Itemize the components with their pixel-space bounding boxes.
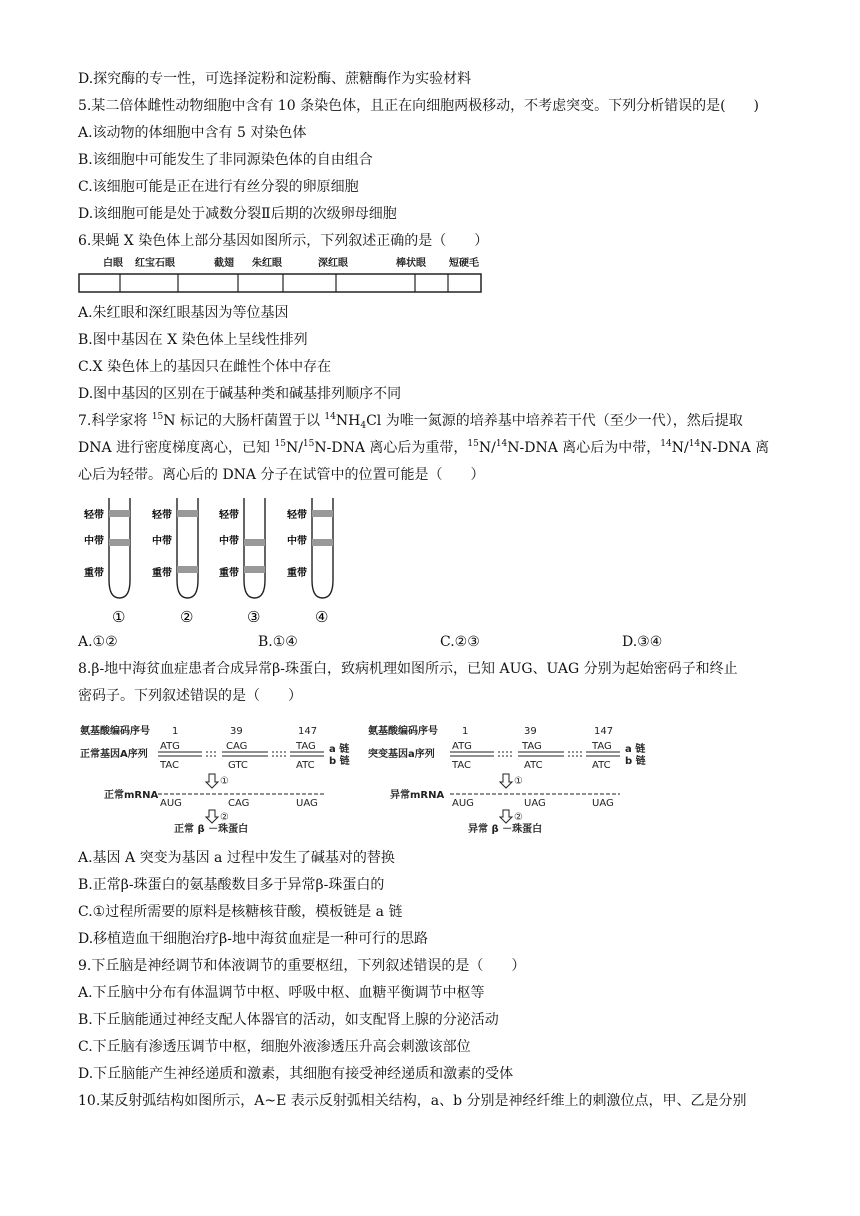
- normal-step1-label: ①: [220, 776, 229, 787]
- tube-2: [151, 498, 198, 598]
- mutant-step2-label: ②: [514, 812, 523, 823]
- q9-option-b: B.下丘脑能通过神经支配人体器官的活动，如支配肾上腺的分泌活动: [78, 1012, 499, 1028]
- mutant-a-chain-label: a 链: [625, 744, 646, 755]
- normal-aa-seq-label: 氨基酸编码序号: [80, 726, 150, 737]
- chromosome-bar: [79, 274, 481, 292]
- tube2-mid-label: 中带: [152, 536, 172, 547]
- q8-option-d: D.移植造血干细胞治疗β-地中海贫血症是一种可行的思路: [78, 931, 428, 947]
- mutant-gene-label: 突变基因a序列: [368, 749, 435, 760]
- q6-stem: 6.果蝇 X 染色体上部分基因如图所示，下列叙述正确的是（ ）: [78, 233, 489, 249]
- q8-stem-line1: 8.β-地中海贫血症患者合成异常β-珠蛋白，致病机理如图所示，已知 AUG、UAG 分别为起始密码子和终止: [78, 661, 738, 677]
- tube-number-2: ②: [180, 608, 194, 626]
- mutant-step1-label: ①: [514, 776, 523, 787]
- tube-number-3: ③: [247, 608, 261, 626]
- q5-option-d: D.该细胞可能是处于减数分裂Ⅱ后期的次级卵母细胞: [78, 206, 397, 222]
- normal-b-chain-label: b 链: [329, 756, 350, 767]
- gene-label-vermilion-eye: 朱红眼: [252, 258, 282, 269]
- normal-num-1: 1: [172, 726, 179, 737]
- q4-option-d: D.探究酶的专一性，可选择淀粉和淀粉酶、蔗糖酶作为实验材料: [78, 71, 472, 87]
- q7-stem-line2: DNA 进行密度梯度离心，已知 $^{15}$N/$^{15}$N-DNA 离心后为重带，$^{15}$N/$^{14}$N-DNA 离心后为中带，$^{14}$N/$^{14}$N-DNA 离: [78, 439, 770, 456]
- q7-option-a: A.①②: [78, 634, 118, 650]
- q7-option-c: C.②③: [440, 634, 480, 650]
- beta-globin-mutation-figure: [78, 720, 658, 835]
- mutant-bot-codon-39: ATC: [524, 760, 543, 771]
- q5-option-b: B.该细胞中可能发生了非同源染色体的自由组合: [78, 152, 373, 168]
- tube-1: [83, 498, 130, 598]
- centrifuge-tubes-figure: [78, 492, 348, 628]
- q8-option-c: C.①过程所需要的原料是核糖核苷酸，模板链是 a 链: [78, 904, 403, 920]
- mutant-top-codon-39: TAG: [522, 741, 542, 752]
- q8-option-a: A.基因 A 突变为基因 a 过程中发生了碱基对的替换: [78, 850, 395, 866]
- mutant-top-codon-147: TAG: [592, 741, 612, 752]
- mutant-top-codon-1: ATG: [452, 741, 472, 752]
- abnormal-protein-label: 异常 β －珠蛋白: [468, 824, 543, 835]
- q6-option-c: C.X 染色体上的基因只在雌性个体中存在: [78, 359, 332, 375]
- mutant-panel: [368, 724, 646, 835]
- q10-stem: 10.某反射弧结构如图所示，A~E 表示反射弧相关结构，a、b 分别是神经纤维上的刺激位点，甲、乙是分别: [78, 1093, 747, 1109]
- down-arrow-icon: [500, 810, 512, 823]
- gene-label-carmine-eye: 深红眼: [318, 258, 348, 269]
- q6-option-d: D.图中基因的区别在于碱基种类和碱基排列顺序不同: [78, 386, 402, 402]
- q9-option-a: A.下丘脑中分布有体温调节中枢、呼吸中枢、血糖平衡调节中枢等: [78, 985, 485, 1001]
- gene-label-white-eye: 白眼: [103, 258, 123, 269]
- tube1-mid-label: 中带: [84, 536, 104, 547]
- abnormal-mrna-codon-147: UAG: [592, 798, 614, 809]
- normal-bot-codon-39: GTC: [228, 760, 248, 771]
- normal-a-chain-label: a 链: [329, 744, 350, 755]
- tube1-light-label: 轻带: [84, 510, 104, 521]
- down-arrow-icon: [500, 774, 512, 788]
- gene-label-ruby-eye: 红宝石眼: [135, 258, 175, 269]
- mutant-aa-seq-label: 氨基酸编码序号: [368, 726, 438, 737]
- normal-top-codon-147: TAG: [296, 741, 316, 752]
- normal-mrna-codon-1: AUG: [160, 798, 182, 809]
- normal-bot-codon-147: ATC: [296, 760, 315, 771]
- mutant-bot-codon-1: TAC: [452, 760, 471, 771]
- tube-number-1: ①: [112, 608, 126, 626]
- normal-panel: [80, 724, 350, 835]
- q5-stem: 5.某二倍体雌性动物细胞中含有 10 条染色体，且正在向细胞两极移动，不考虑突变。下列分析错误的是( ): [78, 98, 759, 114]
- normal-bot-codon-1: TAC: [160, 760, 179, 771]
- tube3-light-label: 轻带: [219, 510, 239, 521]
- down-arrow-icon: [206, 810, 218, 823]
- mutant-b-chain-label: b 链: [625, 756, 646, 767]
- normal-mrna-label: 正常mRNA: [104, 790, 159, 801]
- q6-option-b: B.图中基因在 X 染色体上呈线性排列: [78, 332, 308, 348]
- q8-stem-line2: 密码子。下列叙述错误的是（ ）: [78, 688, 302, 704]
- mutant-num-39: 39: [524, 726, 537, 737]
- abnormal-mrna-codon-1: AUG: [452, 798, 474, 809]
- normal-top-codon-39: CAG: [226, 741, 248, 752]
- tube2-light-label: 轻带: [152, 510, 172, 521]
- x-chromosome-gene-map: [78, 254, 488, 296]
- q8-option-b: B.正常β-珠蛋白的氨基酸数目多于异常β-珠蛋白的: [78, 877, 385, 893]
- tube4-mid-label: 中带: [287, 536, 307, 547]
- q7-option-b: B.①④: [258, 634, 298, 650]
- normal-num-147: 147: [298, 726, 318, 737]
- q9-option-d: D.下丘脑能产生神经递质和激素，其细胞有接受神经递质和激素的受体: [78, 1066, 514, 1082]
- down-arrow-icon: [206, 774, 218, 788]
- normal-step2-label: ②: [220, 812, 229, 823]
- gene-label-bar-eye: 棒状眼: [396, 258, 426, 269]
- q9-option-c: C.下丘脑有渗透压调节中枢，细胞外液渗透压升高会刺激该部位: [78, 1039, 471, 1055]
- q6-option-a: A.朱红眼和深红眼基因为等位基因: [78, 305, 289, 321]
- q5-option-a: A.该动物的体细胞中含有 5 对染色体: [78, 125, 307, 141]
- q5-option-c: C.该细胞可能是正在进行有丝分裂的卵原细胞: [78, 179, 359, 195]
- mutant-bot-codon-147: ATC: [592, 760, 611, 771]
- gene-label-short-bristle: 短硬毛: [449, 258, 479, 269]
- q7-stem-line1: 7.科学家将 $^{15}$N 标记的大肠杆菌置于以 $^{14}NH_4Cl$ 为唯一氮源的培养基中培养若干代（至少一代），然后提取: [78, 412, 743, 431]
- mutant-num-147: 147: [594, 726, 614, 737]
- tube1-heavy-label: 重带: [84, 568, 104, 579]
- normal-mrna-codon-147: UAG: [296, 798, 318, 809]
- tube4-light-label: 轻带: [287, 510, 307, 521]
- tube-4: [286, 498, 333, 598]
- normal-top-codon-1: ATG: [160, 741, 180, 752]
- normal-protein-label: 正常 β －珠蛋白: [174, 824, 249, 835]
- tube3-mid-label: 中带: [219, 536, 239, 547]
- normal-mrna-codon-39: CAG: [228, 798, 250, 809]
- normal-gene-label: 正常基因A序列: [80, 749, 148, 760]
- q9-stem: 9.下丘脑是神经调节和体液调节的重要枢纽，下列叙述错误的是（ ）: [78, 958, 526, 974]
- tube2-heavy-label: 重带: [152, 568, 172, 579]
- q7-option-d: D.③④: [622, 634, 663, 650]
- q7-stem-line3: 心后为轻带。离心后的 DNA 分子在试管中的位置可能是（ ）: [78, 467, 485, 483]
- gene-label-cut-wing: 截翅: [214, 258, 234, 269]
- abnormal-mrna-label: 异常mRNA: [390, 790, 445, 801]
- tube3-heavy-label: 重带: [219, 568, 239, 579]
- tube4-heavy-label: 重带: [287, 568, 307, 579]
- normal-num-39: 39: [230, 726, 243, 737]
- mutant-num-1: 1: [462, 726, 469, 737]
- tube-3: [218, 498, 265, 598]
- tube-number-4: ④: [315, 608, 329, 626]
- abnormal-mrna-codon-39: UAG: [524, 798, 546, 809]
